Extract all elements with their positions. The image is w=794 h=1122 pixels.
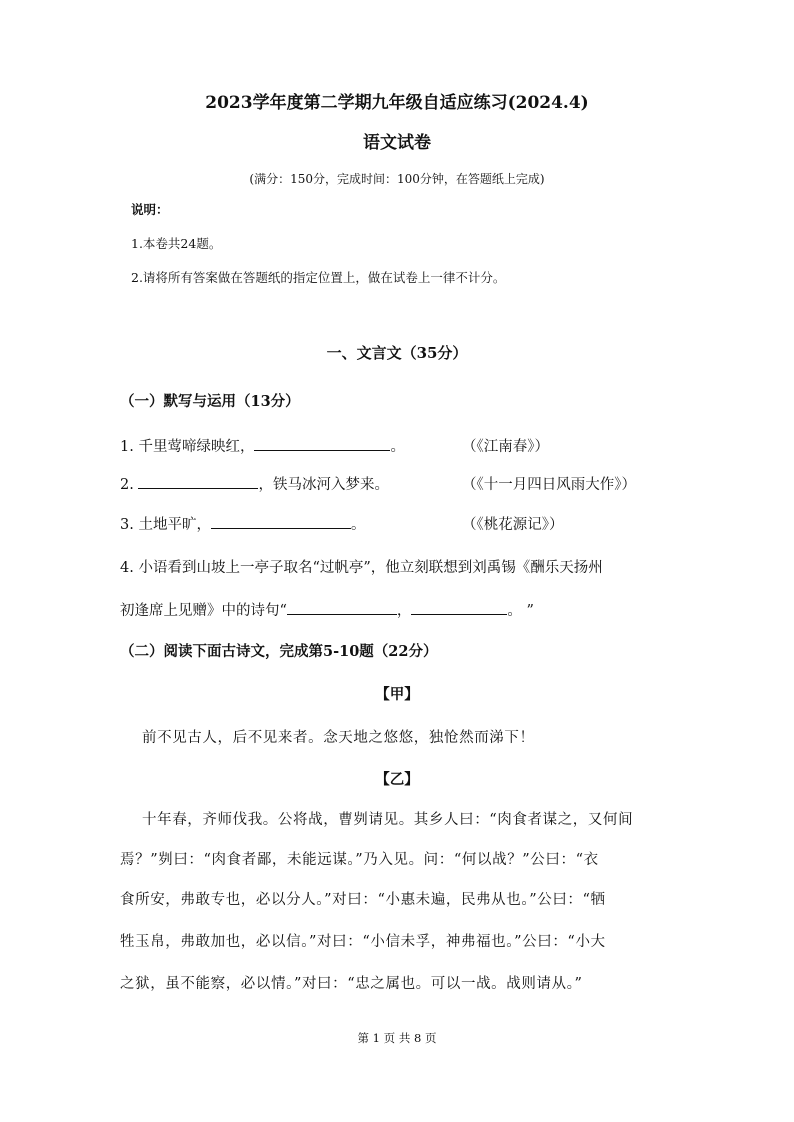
exam-subject: 语文试卷 — [363, 133, 431, 153]
jia-label: 【甲】 — [375, 686, 419, 703]
q4-answer-blank-1[interactable] — [287, 600, 397, 615]
question-3 — [120, 513, 365, 534]
yi-line-4: 牲玉帛，弗敢加也，必以信。”对曰：“小信未孚，神弗福也。”公曰：“小大 — [120, 934, 606, 950]
q1-prefix: 1. 千里莺啼绿映红， — [120, 439, 255, 455]
q2-answer-blank[interactable] — [138, 474, 258, 489]
instruction-item-2: 2.请将所有答案做在答题纸的指定位置上，做在试卷上一律不计分。 — [131, 270, 506, 285]
q3-prefix: 3. 土地平旷， — [120, 517, 211, 533]
q2-source: （《十一月四日风雨大作》） — [462, 477, 636, 493]
section1-title: 一、文言文（35分） — [326, 344, 468, 362]
yi-line-5: 之狱，虽不能察，必以情。”对曰：“忠之属也。可以一战。战则请从。” — [120, 976, 583, 992]
page-number: 第 1 页 共 8 页 — [357, 1031, 437, 1045]
question-1 — [120, 435, 405, 456]
q3-answer-blank[interactable] — [211, 514, 351, 529]
instruction-item-1: 1.本卷共24题。 — [131, 236, 222, 251]
q1-answer-blank[interactable] — [254, 436, 390, 451]
q2-suffix: ，铁马冰河入梦来。 — [258, 477, 389, 493]
q3-suffix: 。 — [350, 517, 366, 533]
q4-prefix: 初逢席上见赠》中的诗句“ — [120, 603, 287, 619]
yi-line-1: 十年春，齐师伐我。公将战，曹刿请见。其乡人曰：“肉食者谋之，又何间 — [142, 812, 634, 828]
q3-source: （《桃花源记》） — [462, 517, 564, 533]
jia-text: 前不见古人，后不见来者。念天地之悠悠，独怆然而涕下！ — [142, 730, 535, 746]
instructions-label: 说明： — [131, 202, 169, 217]
part2-title: （二）阅读下面古诗文，完成第5-10题（22分） — [120, 643, 438, 660]
q4-mid: ， — [396, 603, 412, 619]
exam-note: (满分：150分，完成时间：100分钟，在答题纸上完成) — [249, 172, 545, 186]
q1-suffix: 。 — [390, 439, 405, 455]
question-2 — [120, 473, 389, 494]
yi-line-2: 焉？”刿曰：“肉食者鄙，未能远谋。”乃入见。问：“何以战？”公曰：“衣 — [120, 852, 599, 868]
part1-title: （一）默写与运用（13分） — [120, 393, 300, 410]
q4-suffix: 。 ” — [507, 603, 534, 619]
exam-title: 2023学年度第二学期九年级自适应练习(2024.4) — [205, 93, 589, 113]
q1-source: （《江南春》） — [462, 439, 549, 455]
yi-label: 【乙】 — [375, 771, 419, 788]
yi-line-3: 食所安，弗敢专也，必以分人。”对曰：“小惠未遍，民弗从也。”公曰：“牺 — [120, 892, 606, 908]
q4-answer-blank-2[interactable] — [411, 600, 507, 615]
q2-prefix: 2. — [120, 477, 139, 493]
q4-line-2 — [120, 599, 534, 620]
q4-line-1: 4. 小语看到山坡上一亭子取名“过帆亭”，他立刻联想到刘禹锡《酬乐天扬州 — [120, 560, 603, 576]
